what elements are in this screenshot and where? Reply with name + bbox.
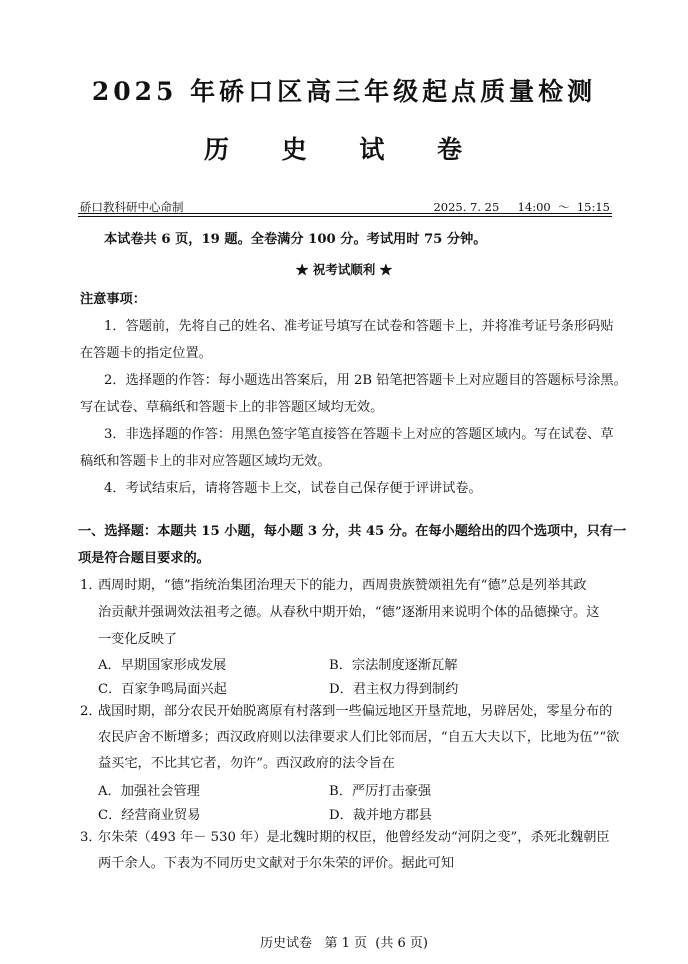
header-rule-thin bbox=[78, 216, 612, 217]
header-rule bbox=[78, 213, 612, 214]
question-text: 农民庐舍不断增多；西汉政府则以法律要求人们比邻而居，“自五大夫以下，比地为伍”“欲 bbox=[98, 730, 620, 745]
option-b: B．严厉打击豪强 bbox=[329, 784, 432, 799]
option-d: D．君主权力得到制约 bbox=[329, 682, 459, 697]
notes-heading: 注意事项： bbox=[80, 292, 146, 307]
question-text: 两千余人。下表为不同历史文献对于尔朱荣的评价。据此可知 bbox=[98, 856, 455, 871]
exam-subject: 历 史 试 卷 bbox=[203, 135, 485, 164]
section-heading-cont: 项是符合题目要求的。 bbox=[78, 551, 210, 566]
good-luck-banner: ★ 祝考试顺利 ★ bbox=[295, 262, 393, 277]
question-number: 1． bbox=[80, 578, 102, 593]
question-text: 西周时期，“德”指统治集团治理天下的能力，西周贵族赞颂祖先有“德”总是列举其政 bbox=[98, 578, 587, 593]
note-line: 写在试卷、草稿纸和答题卡上的非答题区域均无效。 bbox=[80, 400, 384, 415]
page-footer: 历史试卷 第 1 页 (共 6 页) bbox=[260, 936, 428, 951]
exam-summary: 本试卷共 6 页，19 题。全卷满分 100 分。考试用时 75 分钟。 bbox=[104, 232, 487, 247]
issuer: 硚口教科研中心命制 bbox=[80, 200, 184, 214]
question-text: 尔朱荣（493 年－ 530 年）是北魏时期的权臣，他曾经发动“河阴之变”，杀死北魏朝臣 bbox=[98, 830, 610, 845]
exam-title: 2025 年硚口区高三年级起点质量检测 bbox=[91, 77, 597, 106]
note-line: 2．选择题的作答：每小题选出答案后，用 2B 铅笔把答题卡上对应题目的答题标号涂黑。 bbox=[104, 373, 627, 388]
option-d: D．裁并地方郡县 bbox=[329, 808, 432, 823]
option-a: A．早期国家形成发展 bbox=[98, 658, 227, 673]
question-text: 一变化反映了 bbox=[98, 632, 178, 647]
note-line: 4．考试结束后，请将答题卡上交，试卷自己保存便于评讲试卷。 bbox=[104, 481, 482, 496]
option-c: C．经营商业贸易 bbox=[98, 808, 201, 823]
question-number: 2． bbox=[80, 704, 102, 719]
note-line: 在答题卡的指定位置。 bbox=[80, 346, 212, 361]
question-number: 3． bbox=[80, 830, 102, 845]
question-text: 治贡献并强调效法祖考之德。从春秋中期开始，“德”逐渐用来说明个体的品德操守。这 bbox=[98, 605, 600, 620]
option-b: B．宗法制度逐渐瓦解 bbox=[329, 658, 458, 673]
section-heading: 一、选择题：本题共 15 小题，每小题 3 分，共 45 分。在每小题给出的四个选项中，只有一 bbox=[78, 524, 627, 539]
exam-date-time: 2025. 7. 25 14:00 ～ 15:15 bbox=[433, 200, 610, 214]
note-line: 稿纸和答题卡上的非对应答题区域均无效。 bbox=[80, 454, 331, 469]
option-a: A．加强社会管理 bbox=[98, 784, 200, 799]
note-line: 3．非选择题的作答：用黑色签字笔直接答在答题卡上对应的答题区域内。写在试卷、草 bbox=[104, 427, 614, 442]
question-text: 益买宅，不比其它者，勿许”。西汉政府的法令旨在 bbox=[98, 756, 395, 771]
question-text: 战国时期，部分农民开始脱离原有村落到一些偏远地区开垦荒地，另辟居处，零星分布的 bbox=[98, 704, 613, 719]
option-c: C．百家争鸣局面兴起 bbox=[98, 682, 227, 697]
note-line: 1．答题前，先将自己的姓名、准考证号填写在试卷和答题卡上，并将准考证号条形码贴 bbox=[104, 319, 614, 334]
